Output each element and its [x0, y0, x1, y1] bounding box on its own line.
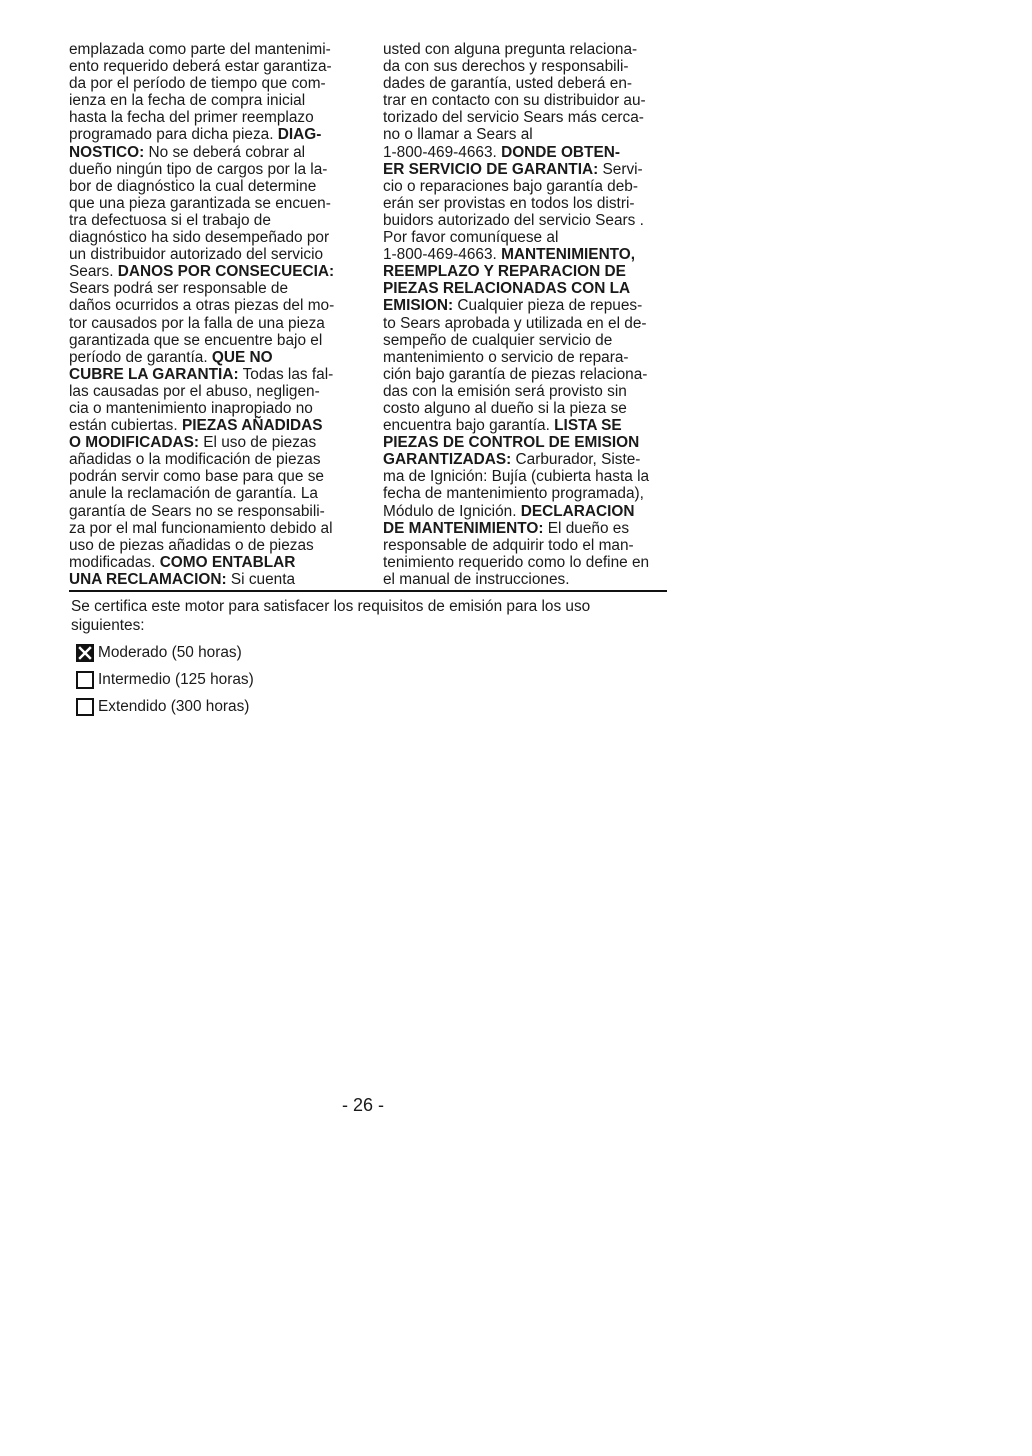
body-text: Carburador, Siste- [511, 451, 641, 469]
text-line [69, 400, 367, 417]
body-text: emplazada como parte del mantenimi- [69, 41, 331, 58]
body-text: no o llamar a Sears al [383, 126, 533, 144]
bold-heading-text: PIEZAS RELACIONADAS CON LA [383, 280, 631, 298]
body-text: Sears podrá ser responsable de [69, 280, 289, 298]
body-text: fecha de mantenimiento programada), [383, 485, 644, 503]
text-line [383, 332, 675, 349]
body-text: das con la emisión será provisto sin [383, 382, 627, 400]
text-line [69, 161, 367, 178]
body-text: ento requerido deberá estar garantiza- [69, 58, 332, 76]
text-line [383, 161, 675, 178]
text-line [69, 126, 367, 143]
bold-heading-text: DE MANTENIMIENTO: [383, 519, 544, 537]
body-text: garantía de Sears no se responsabili- [69, 502, 325, 520]
body-text: da con sus derechos y responsabili- [383, 58, 629, 76]
text-line [383, 229, 675, 246]
body-text: da por el período de tiempo que com- [69, 75, 326, 93]
body-text: Módulo de Ignición. [383, 502, 521, 520]
body-text: sempeño de cualquier servicio de [383, 331, 613, 349]
unchecked-checkbox-icon [76, 698, 94, 716]
text-line [383, 349, 675, 366]
text-line [383, 451, 675, 468]
body-text: un distribuidor autorizado del servicio [69, 246, 324, 264]
bold-heading-text: COMO ENTABLAR [159, 553, 296, 571]
body-text: están cubiertas. [69, 417, 182, 435]
text-line [69, 58, 367, 75]
text-line [383, 75, 675, 92]
option-extendido [76, 696, 254, 718]
text-line [69, 503, 367, 520]
body-text: daños ocurridos a otras piezas del mo- [69, 297, 335, 315]
body-text: mantenimiento o servicio de repara- [383, 348, 629, 366]
body-text: responsable de adquirir todo el man- [383, 536, 634, 554]
bold-heading-text: EMISION: [383, 297, 454, 315]
text-line [69, 144, 367, 161]
text-line [69, 75, 367, 92]
body-text: Si cuenta [226, 570, 296, 588]
certification-line: Se certifica este motor para satisfacer los requisitos de emisión para los uso [71, 598, 591, 615]
text-line [383, 126, 675, 143]
body-text: 1-800-469-4663. [383, 246, 502, 264]
body-text: programado para dicha pieza. [69, 126, 278, 144]
body-text: Cualquier pieza de repues- [453, 297, 643, 315]
bold-heading-text: NOSTICO: [69, 143, 145, 161]
body-text: buidors autorizado del servicio Sears . [383, 211, 644, 229]
text-line [383, 503, 675, 520]
option-moderado [76, 642, 254, 664]
unchecked-checkbox-icon [76, 671, 94, 689]
text-line [383, 144, 675, 161]
text-line [69, 468, 367, 485]
body-text: ma de Ignición: Bujía (cubierta hasta la [383, 468, 650, 486]
body-text: Todas las fal- [238, 365, 334, 383]
text-line [383, 554, 675, 571]
section-divider [69, 590, 667, 592]
text-line [69, 434, 367, 451]
option-label: Moderado (50 horas) [98, 644, 242, 661]
checked-checkbox-icon [76, 644, 94, 662]
bold-heading-text: PIEZAS AÑADIDAS [181, 417, 323, 435]
body-text: costo alguno al dueño si la pieza se [383, 399, 627, 417]
text-line [69, 109, 367, 126]
text-line [383, 280, 675, 297]
body-text: añadidas o la modificación de piezas [69, 451, 321, 469]
text-line [383, 417, 675, 434]
body-text: el manual de instrucciones. [383, 570, 570, 588]
text-line [383, 537, 675, 554]
text-line [383, 366, 675, 383]
text-line [383, 212, 675, 229]
bold-heading-text: CUBRE LA GARANTIA: [69, 365, 239, 383]
text-line [69, 520, 367, 537]
text-line [383, 246, 675, 263]
body-text: usted con alguna pregunta relaciona- [383, 41, 638, 58]
body-text: Servi- [598, 160, 643, 178]
text-line [383, 434, 675, 451]
body-text: ienza en la fecha de compra inicial [69, 92, 306, 110]
body-text: hasta la fecha del primer reemplazo [69, 109, 314, 127]
body-text: garantizada que se encuentre bajo el [69, 331, 323, 349]
body-text: podrán servir como base para que se [69, 468, 324, 486]
body-text: las causadas por el abuso, negligen- [69, 382, 320, 400]
body-text: torizado del servicio Sears más cerca- [383, 109, 644, 127]
body-text: erán ser provistas en todos los distri- [383, 194, 635, 212]
text-line [69, 366, 367, 383]
text-line [69, 263, 367, 280]
body-text: ción bajo garantía de piezas relaciona- [383, 365, 648, 383]
text-line [383, 468, 675, 485]
text-line [383, 92, 675, 109]
body-text: 1-800-469-4663. [383, 143, 502, 161]
bold-heading-text: DANOS POR CONSECUECIA: [117, 263, 335, 281]
body-text: tenimiento requerido como lo define en [383, 553, 650, 571]
text-line [69, 280, 367, 297]
text-line [69, 246, 367, 263]
text-line [383, 58, 675, 75]
text-line [69, 178, 367, 195]
text-line [383, 400, 675, 417]
text-line [383, 383, 675, 400]
text-line [69, 297, 367, 314]
bold-heading-text: DIAG- [277, 126, 322, 144]
body-text: El dueño es [543, 519, 630, 537]
left-text-column [69, 41, 367, 588]
bold-heading-text: DONDE OBTEN- [501, 143, 620, 161]
option-label: Intermedio (125 horas) [98, 671, 254, 688]
text-line [69, 417, 367, 434]
right-text-column [383, 41, 675, 588]
text-line [69, 212, 367, 229]
bold-heading-text: UNA RECLAMACION: [69, 570, 227, 588]
option-intermedio [76, 669, 254, 691]
body-text: cia o mantenimiento inapropiado no [69, 399, 313, 417]
text-line [383, 195, 675, 212]
bold-heading-text: LISTA SE [554, 417, 622, 435]
certification-statement [71, 597, 671, 635]
text-line [383, 315, 675, 332]
bold-heading-text: GARANTIZADAS: [383, 451, 512, 469]
text-line [383, 520, 675, 537]
body-text: encuentra bajo garantía. [383, 417, 555, 435]
bold-heading-text: O MODIFICADAS: [69, 434, 199, 452]
text-line [383, 263, 675, 280]
text-line [69, 349, 367, 366]
text-line [69, 383, 367, 400]
text-line [69, 332, 367, 349]
body-text: No se deberá cobrar al [144, 143, 306, 161]
body-text: to Sears aprobada y utilizada en el de- [383, 314, 647, 332]
body-text: bor de diagnóstico la cual determine [69, 177, 317, 195]
usage-options [76, 642, 254, 723]
body-text: uso de piezas añadidas o de piezas [69, 536, 314, 554]
bold-heading-text: REEMPLAZO Y REPARACION DE [383, 263, 626, 281]
certification-line: siguientes: [71, 617, 145, 634]
text-line [69, 195, 367, 212]
body-text: Sears. [69, 263, 118, 281]
bold-heading-text: QUE NO [211, 348, 273, 366]
body-text: za por el mal funcionamiento debido al [69, 519, 333, 537]
text-line [69, 451, 367, 468]
text-line [69, 229, 367, 246]
text-line [69, 92, 367, 109]
text-line [69, 571, 367, 588]
text-line [69, 41, 367, 58]
bold-heading-text: PIEZAS DE CONTROL DE EMISION [383, 434, 640, 452]
body-text: anule la reclamación de garantía. La [69, 485, 318, 503]
text-line [69, 537, 367, 554]
option-label: Extendido (300 horas) [98, 698, 250, 715]
body-text: diagnóstico ha sido desempeñado por [69, 229, 330, 247]
text-line [383, 41, 675, 58]
text-line [383, 571, 675, 588]
body-text: dueño ningún tipo de cargos por la la- [69, 160, 328, 178]
body-text: cio o reparaciones bajo garantía deb- [383, 177, 638, 195]
text-line [383, 485, 675, 502]
text-line [69, 485, 367, 502]
body-text: tor causados por la falla de una pieza [69, 314, 325, 332]
text-line [383, 178, 675, 195]
text-line [383, 297, 675, 314]
text-line [383, 109, 675, 126]
text-line [69, 315, 367, 332]
body-text: tra defectuosa si el trabajo de [69, 211, 271, 229]
body-text: período de garantía. [69, 348, 212, 366]
body-text: trar en contacto con su distribuidor au- [383, 92, 646, 110]
text-line [69, 554, 367, 571]
body-text: que una pieza garantizada se encuen- [69, 194, 331, 212]
bold-heading-text: DECLARACION [520, 502, 635, 520]
page-number: - 26 - [342, 1095, 385, 1115]
body-text: Por favor comuníquese al [383, 229, 559, 247]
body-text: dades de garantía, usted deberá en- [383, 75, 633, 93]
body-text: modificadas. [69, 553, 160, 571]
bold-heading-text: ER SERVICIO DE GARANTIA: [383, 160, 599, 178]
body-text: El uso de piezas [198, 434, 317, 452]
bold-heading-text: MANTENIMIENTO, [501, 246, 636, 264]
